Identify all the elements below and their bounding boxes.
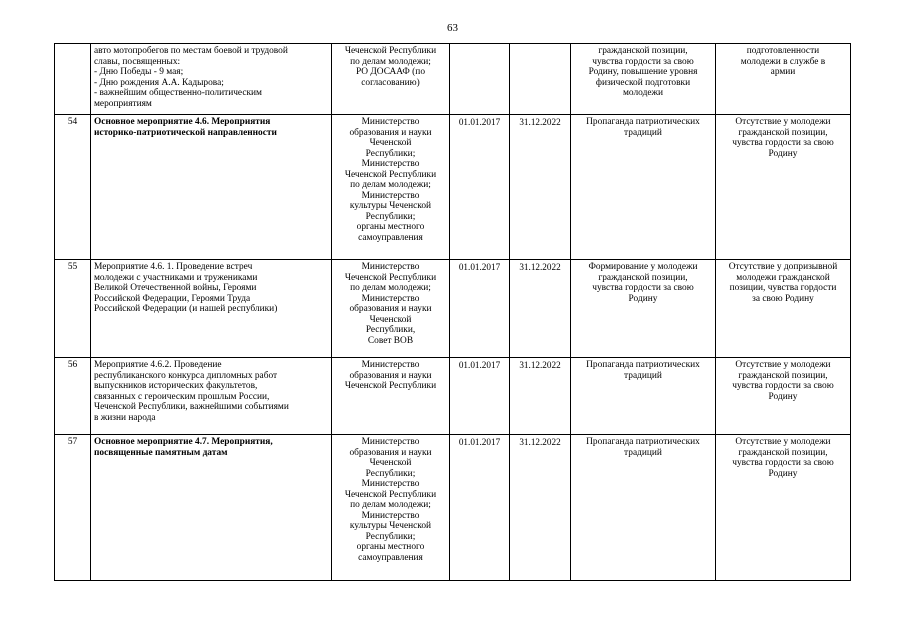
cell-line: Чеченской — [369, 458, 412, 469]
expected-result-cell — [571, 115, 716, 260]
cell-line: связанных с героическим прошлым России, — [94, 391, 270, 402]
cell-line: мероприятиям — [94, 98, 152, 109]
cell-line: Министерство — [361, 510, 420, 521]
cell-line: традиций — [624, 127, 662, 138]
cell-line: по делам молодежи; — [350, 180, 431, 191]
table-row — [55, 435, 851, 581]
cell-line: физической подготовки — [595, 77, 691, 88]
cell-line: армии — [770, 67, 796, 78]
cell-line: по делам молодежи; — [350, 500, 431, 511]
cell-line: Республики; — [365, 211, 416, 222]
activity-name-cell — [91, 435, 332, 581]
cell-line: чувства гордости за свою — [592, 56, 694, 67]
executor-cell — [332, 358, 450, 435]
cell-line: - Дню Победы - 9 мая; — [94, 67, 184, 78]
table-row — [55, 44, 851, 115]
cell-line: авто мотопробегов по местам боевой и трудовой — [94, 46, 288, 56]
cell-line: культуры Чеченской — [349, 521, 432, 532]
cell-line: молодежи в службе в — [740, 56, 826, 67]
cell-line: чувства гордости за свою — [592, 283, 694, 294]
cell-line: Отсутствие у допризывной — [728, 262, 838, 272]
cell-line: Отсутствие у молодежи — [735, 437, 831, 447]
cell-line: чувства гордости за свою — [732, 381, 834, 392]
end-date-cell: 31.12.2022 — [510, 115, 571, 260]
cell-line: культуры Чеченской — [349, 201, 432, 212]
cell-line: РО ДОСААФ (по — [355, 67, 426, 78]
cell-line: молодежи гражданской — [736, 272, 830, 283]
end-date-cell: 31.12.2022 — [510, 358, 571, 435]
cell-line: Министерство — [361, 190, 420, 201]
end-date-cell: 31.12.2022 — [510, 260, 571, 358]
executor-cell — [332, 260, 450, 358]
cell-line: Родину — [768, 468, 798, 479]
consequence-cell — [716, 44, 851, 115]
cell-line: - Дню рождения А.А. Кадырова; — [94, 77, 224, 88]
cell-line: Чеченской Республики, важнейшими событиями — [94, 402, 289, 413]
consequence-cell — [716, 358, 851, 435]
cell-line: Основное мероприятие 4.7. Мероприятия, — [94, 437, 273, 447]
cell-line: Министерство — [361, 479, 420, 490]
activity-name-cell — [91, 260, 332, 358]
cell-line: Республики; — [365, 148, 416, 159]
cell-line: Чеченской — [369, 138, 412, 149]
cell-line: Пропаганда патриотических — [586, 437, 700, 447]
cell-line: по делам молодежи; — [350, 283, 431, 294]
start-date-cell: 01.01.2017 — [450, 358, 510, 435]
cell-line: Пропаганда патриотических — [586, 117, 700, 127]
cell-line: гражданской позиции, — [598, 46, 688, 56]
cell-line: подготовленности — [746, 46, 820, 56]
cell-line: по делам молодежи; — [350, 56, 431, 67]
cell-line: Чеченской Республики — [344, 489, 437, 500]
cell-line: традиций — [624, 370, 662, 381]
cell-line: в жизни народа — [94, 412, 156, 423]
cell-line: Родину, повышение уровня — [588, 67, 698, 78]
cell-line: молодежи с участниками и тружениками — [94, 272, 258, 283]
cell-line: Министерство — [361, 293, 420, 304]
consequence-cell — [716, 260, 851, 358]
start-date-cell: 01.01.2017 — [450, 115, 510, 260]
cell-line: Министерство — [361, 360, 420, 370]
cell-line: Совет ВОВ — [367, 335, 414, 346]
page-number: 63 — [447, 22, 458, 34]
cell-line: самоуправления — [358, 552, 423, 563]
cell-line: Министерство — [361, 262, 420, 272]
start-date-cell: 01.01.2017 — [450, 260, 510, 358]
cell-line: Чеченской Республики — [344, 272, 437, 283]
cell-line: посвященные памятным датам — [94, 447, 228, 458]
cell-line: Основное мероприятие 4.6. Мероприятия — [94, 117, 271, 127]
cell-line: Отсутствие у молодежи — [735, 360, 831, 370]
consequence-cell — [716, 115, 851, 260]
cell-line: Республики; — [365, 531, 416, 542]
cell-line: Родину — [768, 391, 798, 402]
executor-cell — [332, 44, 450, 115]
cell-line: Российской Федерации, Героями Труда — [94, 293, 251, 304]
start-date-cell: 01.01.2017 — [450, 435, 510, 581]
activity-name-cell — [91, 44, 332, 115]
cell-line: Республики, — [365, 325, 416, 336]
cell-line: согласованию) — [361, 77, 420, 88]
cell-line: традиций — [624, 447, 662, 458]
cell-line: Министерство — [361, 437, 420, 447]
cell-line: образования и науки — [349, 370, 432, 381]
cell-line: Чеченской — [369, 314, 412, 325]
program-table — [54, 43, 851, 581]
executor-cell — [332, 115, 450, 260]
cell-line: гражданской позиции, — [598, 272, 688, 283]
expected-result-cell — [571, 44, 716, 115]
cell-line: Формирование у молодежи — [588, 262, 698, 272]
cell-line: чувства гордости за свою — [732, 138, 834, 149]
table-body — [55, 44, 851, 581]
cell-line: Родину — [768, 148, 798, 159]
cell-line: гражданской позиции, — [738, 127, 828, 138]
executor-cell — [332, 435, 450, 581]
cell-line: Чеченской Республики — [344, 381, 437, 392]
cell-line: гражданской позиции, — [738, 370, 828, 381]
row-number-cell: 56 — [55, 358, 91, 435]
end-date-cell — [510, 44, 571, 115]
cell-line: самоуправления — [358, 232, 423, 243]
cell-line: Пропаганда патриотических — [586, 360, 700, 370]
cell-line: Чеченской Республики — [344, 46, 437, 56]
start-date-cell — [450, 44, 510, 115]
row-number-cell: 54 — [55, 115, 91, 260]
row-number-cell: 57 — [55, 435, 91, 581]
consequence-cell — [716, 435, 851, 581]
expected-result-cell — [571, 260, 716, 358]
cell-line: Российской Федерации (и нашей республики) — [94, 304, 278, 315]
cell-line: Родину — [628, 293, 658, 304]
cell-line: Мероприятие 4.6. 1. Проведение встреч — [94, 262, 253, 272]
cell-line: Чеченской Республики — [344, 169, 437, 180]
expected-result-cell — [571, 435, 716, 581]
cell-line: гражданской позиции, — [738, 447, 828, 458]
cell-line: Республики; — [365, 468, 416, 479]
cell-line: за свою Родину — [752, 293, 814, 304]
cell-line: образования и науки — [349, 304, 432, 315]
end-date-cell: 31.12.2022 — [510, 435, 571, 581]
cell-line: молодежи — [622, 88, 664, 99]
cell-line: Министерство — [361, 117, 420, 127]
table-row — [55, 115, 851, 260]
cell-line: выпускников исторических факультетов, — [94, 381, 258, 392]
cell-line: Министерство — [361, 159, 420, 170]
activity-name-cell — [91, 115, 332, 260]
activity-name-cell — [91, 358, 332, 435]
cell-line: Отсутствие у молодежи — [735, 117, 831, 127]
expected-result-cell — [571, 358, 716, 435]
cell-line: чувства гордости за свою — [732, 458, 834, 469]
cell-line: позиции, чувства гордости — [729, 283, 837, 294]
cell-line: Мероприятие 4.6.2. Проведение — [94, 360, 222, 370]
cell-line: образования и науки — [349, 127, 432, 138]
cell-line: республиканского конкурса дипломных работ — [94, 370, 278, 381]
cell-line: Великой Отечественной войны, Героями — [94, 283, 257, 294]
row-number-cell: 55 — [55, 260, 91, 358]
cell-line: образования и науки — [349, 447, 432, 458]
cell-line: органы местного — [356, 222, 425, 233]
cell-line: славы, посвященных: — [94, 56, 181, 67]
table-row — [55, 358, 851, 435]
cell-line: органы местного — [356, 542, 425, 553]
row-number-cell — [55, 44, 91, 115]
cell-line: историко-патриотической направленности — [94, 127, 277, 138]
cell-line: - важнейшим общественно-политическим — [94, 88, 262, 99]
table-row — [55, 260, 851, 358]
